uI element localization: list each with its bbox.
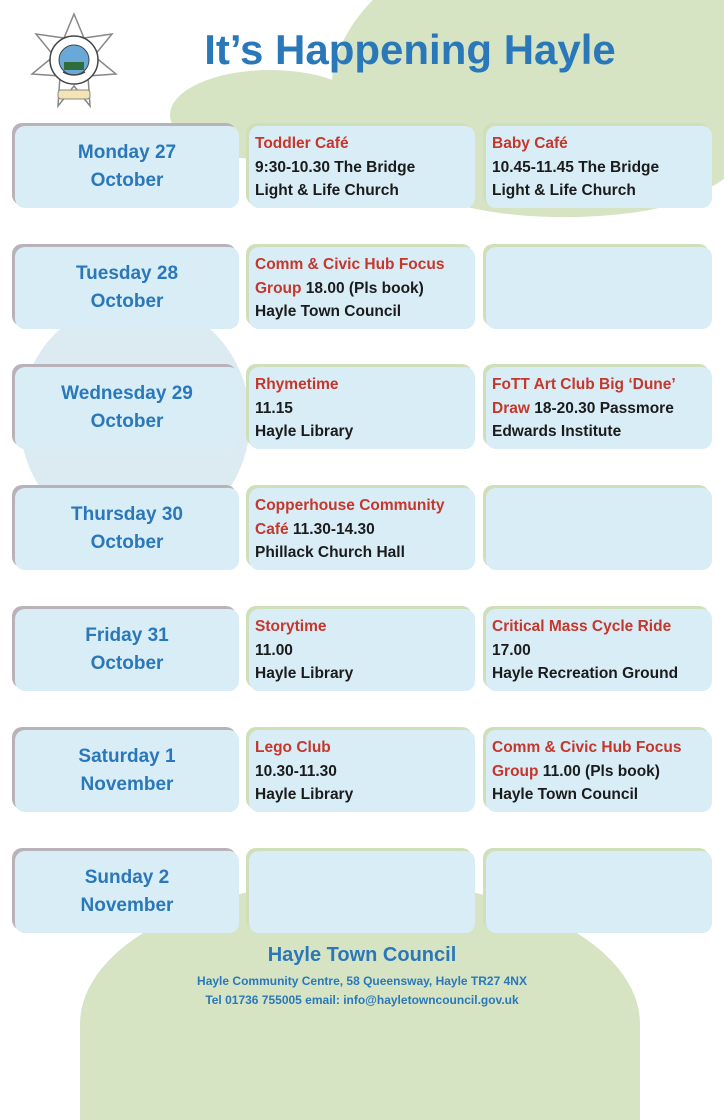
day-label	[32, 622, 222, 678]
event-detail-line: Light & Life Church	[492, 182, 636, 199]
event-name-continued	[255, 518, 469, 542]
schedule-row	[0, 488, 724, 576]
day-month: October	[90, 291, 164, 312]
event-card	[249, 730, 475, 812]
footer-contact: Tel 01736 755005 email: info@hayletowncouncil.gov.uk	[205, 993, 519, 1007]
day-date: Saturday 1	[78, 746, 176, 767]
day-label	[32, 743, 222, 799]
day-date: Monday 27	[77, 142, 177, 163]
event-card	[249, 247, 475, 329]
day-date: Friday 31	[85, 625, 169, 646]
event-name: FoTT Art Club Big ‘Dune’	[492, 376, 676, 393]
schedule-row	[0, 247, 724, 335]
event-details	[255, 736, 469, 807]
empty-event-card	[486, 851, 712, 933]
event-detail-line: Hayle Library	[255, 665, 354, 682]
event-details	[492, 132, 706, 203]
day-date: Thursday 30	[71, 504, 183, 525]
event-name-part: Café	[255, 520, 289, 538]
event-detail-line: 17.00	[492, 641, 531, 659]
event-card	[486, 609, 712, 691]
event-time: 18.00 (Pls book)	[301, 279, 424, 297]
event-details	[492, 736, 706, 807]
event-detail-line: Light & Life Church	[255, 182, 399, 199]
event-card	[486, 126, 712, 208]
empty-event-card	[486, 488, 712, 570]
day-month: October	[90, 411, 164, 432]
day-month: November	[80, 774, 174, 795]
event-details	[492, 373, 706, 444]
day-card	[15, 126, 239, 208]
day-month: October	[90, 532, 164, 553]
event-name-continued	[492, 760, 706, 784]
event-detail-line: Hayle Recreation Ground	[492, 665, 679, 682]
event-card	[249, 367, 475, 449]
event-details	[255, 615, 469, 686]
day-card	[15, 609, 239, 691]
event-name: Rhymetime	[255, 376, 339, 393]
empty-event-card	[486, 247, 712, 329]
event-card	[249, 609, 475, 691]
day-card	[15, 730, 239, 812]
day-date: Wednesday 29	[61, 383, 193, 404]
town-council-logo	[28, 12, 120, 116]
event-name-part: Group	[255, 279, 302, 297]
event-name: Storytime	[255, 618, 327, 635]
footer-title: Hayle Town Council	[267, 944, 457, 966]
day-label	[32, 139, 222, 195]
event-card	[486, 730, 712, 812]
day-month: October	[90, 653, 164, 674]
event-name: Toddler Café	[255, 135, 349, 152]
event-details	[255, 253, 469, 324]
event-card	[249, 126, 475, 208]
schedule-row	[0, 609, 724, 697]
event-name: Comm & Civic Hub Focus	[492, 739, 682, 756]
day-card	[15, 488, 239, 570]
event-detail-line: 11.15	[255, 399, 293, 417]
event-name: Baby Café	[492, 135, 568, 152]
schedule-row	[0, 126, 724, 214]
schedule-row	[0, 730, 724, 818]
day-label	[32, 260, 222, 316]
event-detail-line: Hayle Library	[255, 423, 354, 440]
empty-event-card	[249, 851, 475, 933]
day-label	[32, 501, 222, 557]
event-details	[492, 615, 706, 686]
day-card	[15, 367, 239, 449]
event-name: Copperhouse Community	[255, 497, 445, 514]
day-month: October	[90, 170, 164, 191]
event-detail-line: Hayle Town Council	[492, 786, 639, 803]
event-detail-line: 9:30-10.30 The Bridge	[255, 158, 416, 176]
day-card	[15, 247, 239, 329]
event-name-continued	[255, 277, 469, 301]
event-time: 11.30-14.30	[288, 520, 375, 538]
event-time: 18-20.30 Passmore	[529, 399, 674, 417]
event-name: Comm & Civic Hub Focus	[255, 256, 445, 273]
day-date: Tuesday 28	[75, 263, 179, 284]
day-month: November	[80, 895, 174, 916]
footer-address: Hayle Community Centre, 58 Queensway, Hayle TR27 4NX	[197, 974, 527, 988]
day-date: Sunday 2	[84, 867, 170, 888]
event-name: Critical Mass Cycle Ride	[492, 618, 672, 635]
event-detail-line: 10.30-11.30	[255, 762, 337, 780]
event-details	[255, 132, 469, 203]
event-detail-line: 10.45-11.45 The Bridge	[492, 158, 660, 176]
event-time: 11.00 (Pls book)	[538, 762, 660, 780]
event-detail-line: 11.00	[255, 641, 293, 659]
event-detail-line: Hayle Town Council	[255, 303, 402, 320]
event-detail-line: Phillack Church Hall	[255, 544, 405, 561]
day-label	[32, 380, 222, 436]
event-details	[255, 494, 469, 565]
schedule-row	[0, 851, 724, 939]
event-name-part: Draw	[492, 399, 530, 417]
event-detail-line: Edwards Institute	[492, 423, 622, 440]
event-details	[255, 373, 469, 444]
day-label	[32, 864, 222, 920]
event-card	[486, 367, 712, 449]
day-card	[15, 851, 239, 933]
page-title: It’s Happening Hayle	[204, 26, 616, 73]
event-name-continued	[492, 397, 706, 421]
event-name: Lego Club	[255, 739, 331, 756]
event-detail-line: Hayle Library	[255, 786, 354, 803]
event-name-part: Group	[492, 762, 539, 780]
schedule-row	[0, 367, 724, 455]
event-card	[249, 488, 475, 570]
